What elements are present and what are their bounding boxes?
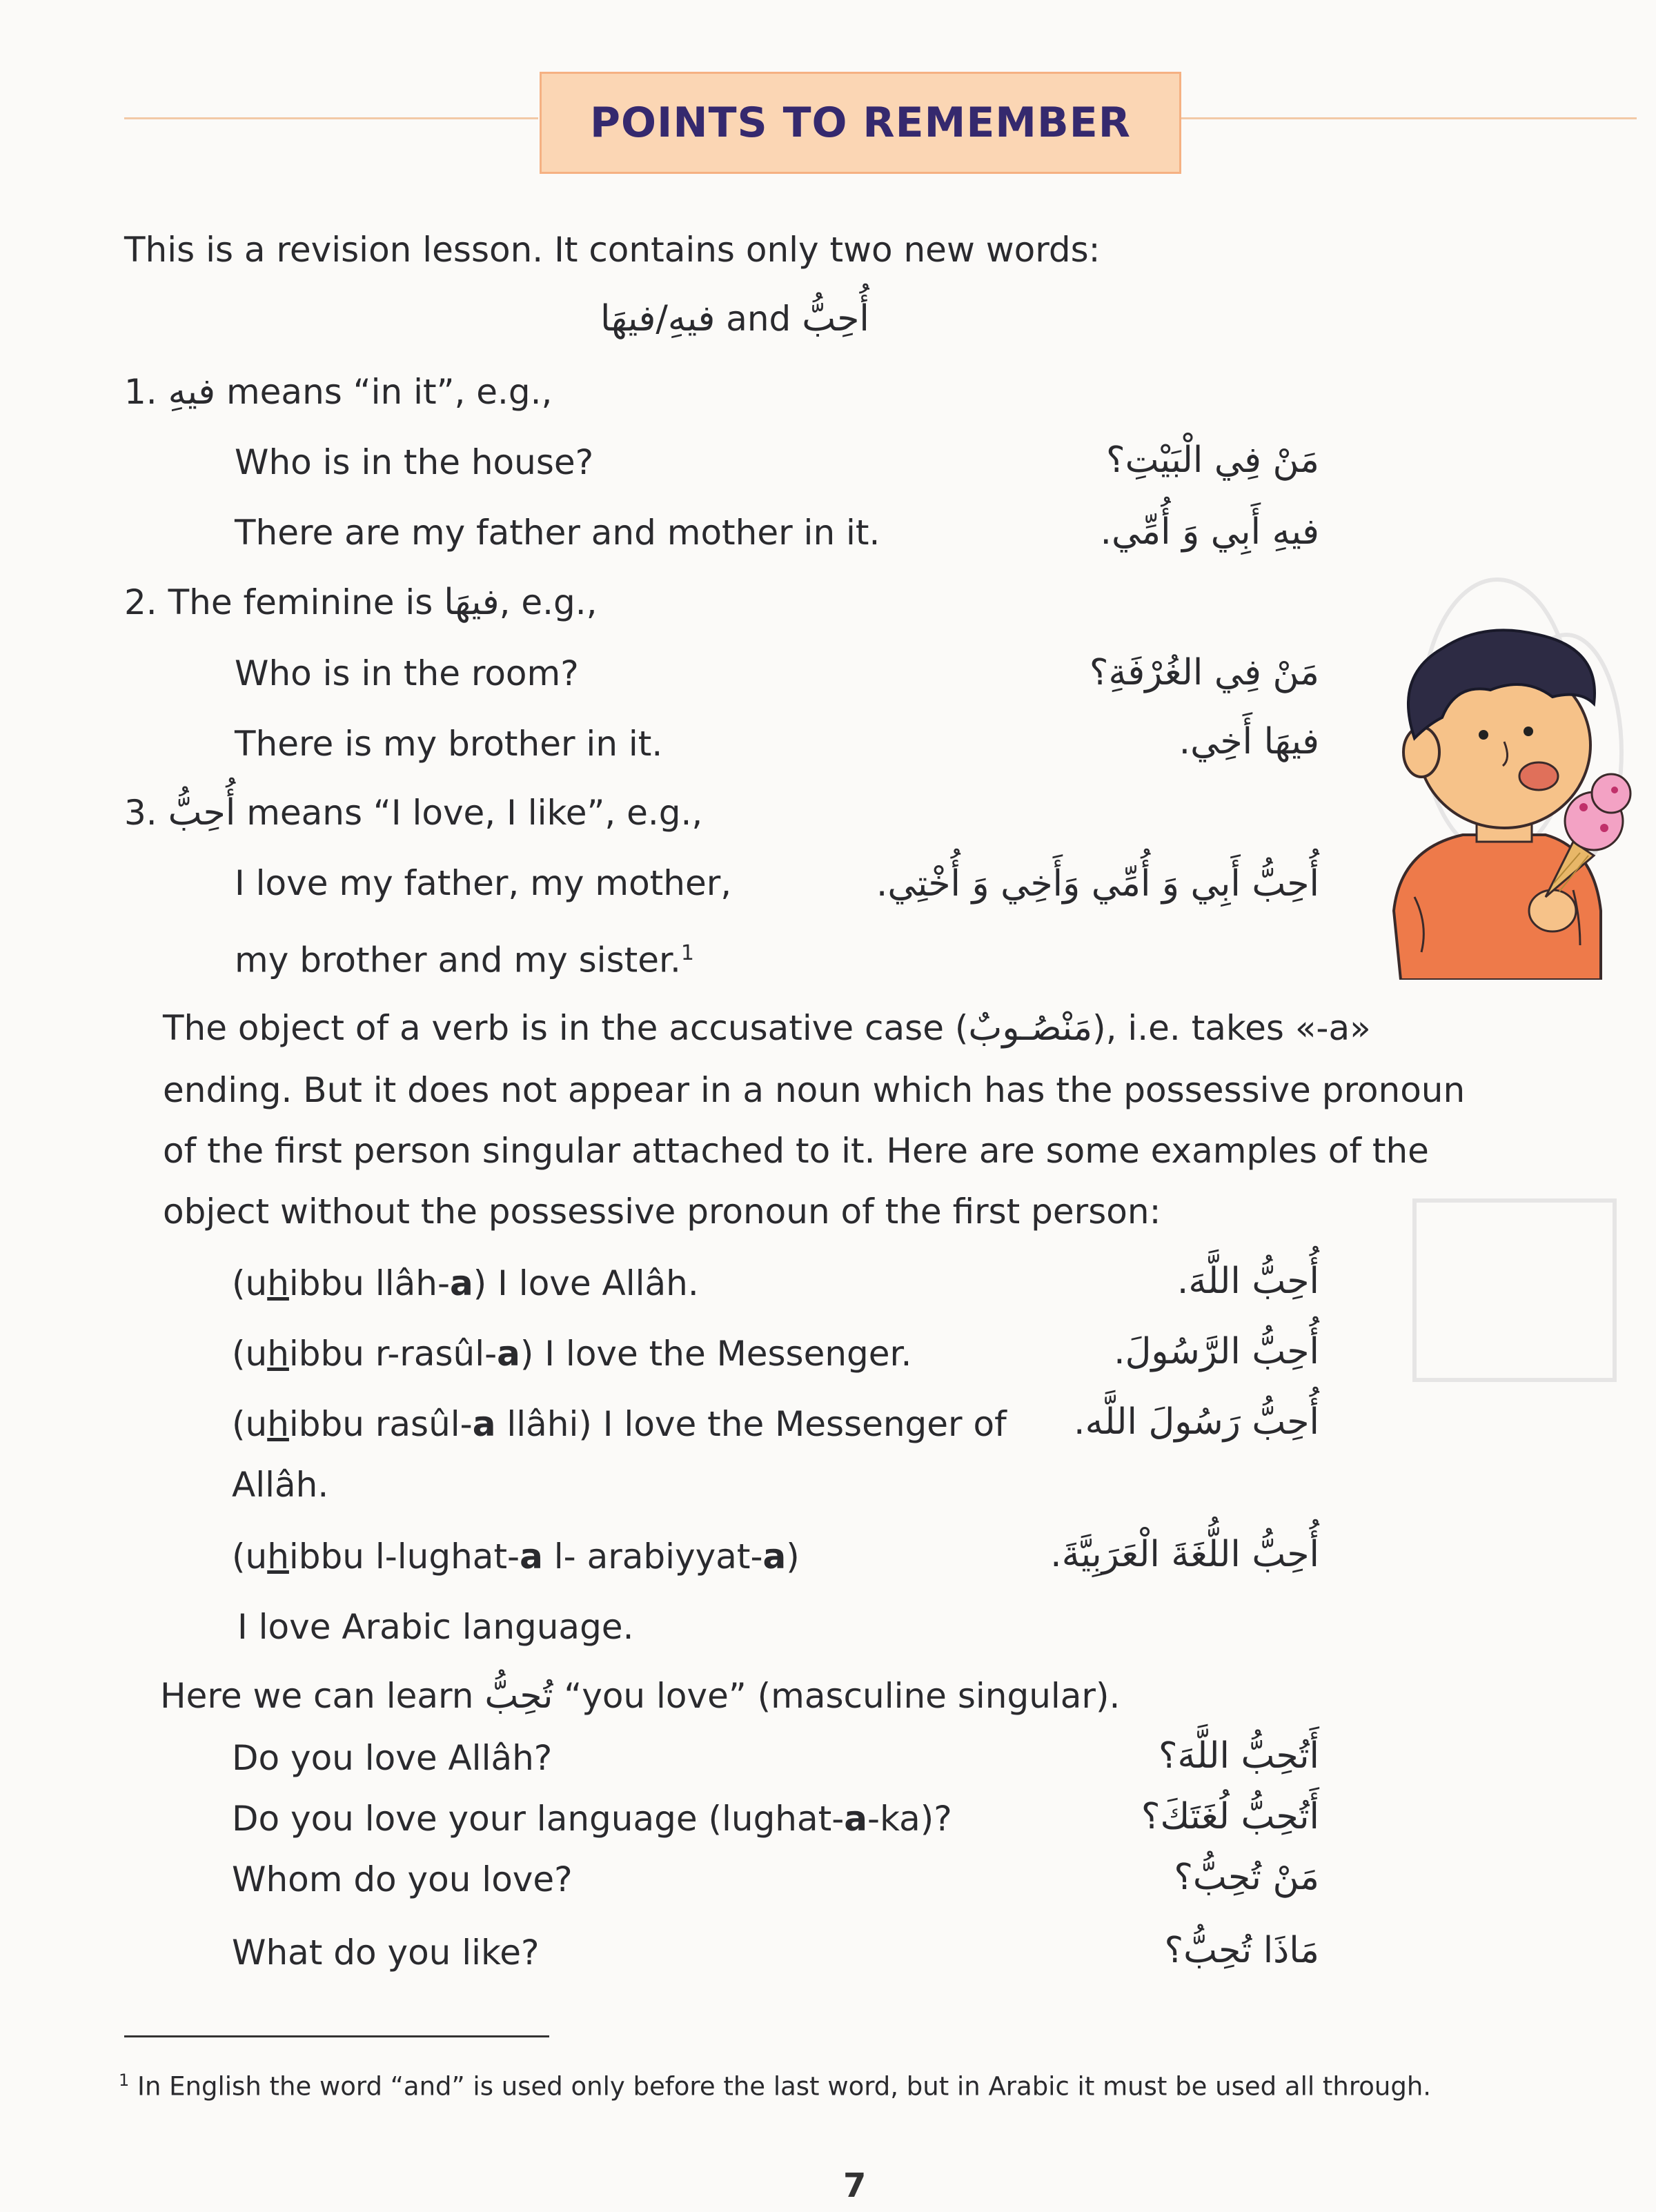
- page-title: POINTS TO REMEMBER: [590, 99, 1131, 147]
- point3-heading: [124, 792, 702, 833]
- footnote-text: In English the word “and” is used only before the last word, but in Arabic it must be used all through.: [137, 2071, 1432, 2102]
- header-rule-right: [1181, 117, 1637, 119]
- header-rule-left: [124, 117, 538, 119]
- question3-ar: مَنْ تُحِبُّ؟: [1174, 1857, 1319, 1898]
- point3-example-ar: أُحِبُّ أَبِي وَ أُمِّي وَأَخِي وَ أُخْتِي.: [876, 863, 1319, 905]
- object-para-line4: object without the possessive pronoun of the first person:: [163, 1192, 1161, 1232]
- object-para-line1: The object of a verb is in the accusative case (مَنْصُـوبٌ), i.e. takes «-a»: [163, 1007, 1371, 1049]
- word-fihi-fiha: فيهِ/فيهَا: [600, 298, 716, 339]
- footnote-number: 1: [119, 2071, 130, 2090]
- question1-en: Do you love Allâh?: [232, 1738, 553, 1778]
- point2-example1-ar: مَنْ فِي الغُرْفَةِ؟: [1089, 652, 1319, 693]
- header-banner: [540, 72, 1181, 174]
- footnote: [119, 2064, 1431, 2102]
- example4-en-cont: I love Arabic language.: [237, 1607, 634, 1647]
- object-para-line2: ending. But it does not appear in a noun which has the possessive pronoun: [163, 1070, 1466, 1110]
- example3-en-cont: Allâh.: [232, 1465, 329, 1505]
- point3-example-en: I love my father, my mother,: [235, 863, 732, 903]
- word-uhibbu: أُحِبُّ: [802, 298, 869, 339]
- point3-word: أُحِبُّ: [168, 792, 236, 833]
- question4-en: What do you like?: [232, 1933, 540, 1973]
- point2-example2-en: There is my brother in it.: [235, 724, 663, 764]
- word-tuhibbu: تُحِبُّ: [484, 1675, 553, 1717]
- example3-en: (uhibbu rasûl-a llâhi) I love the Messenger of: [232, 1404, 1007, 1444]
- point1-heading: [124, 371, 552, 413]
- point2-example2-ar: فيهَا أَخِي.: [1179, 721, 1319, 762]
- point1-word: فيهِ: [168, 371, 216, 413]
- point1-number: 1.: [124, 372, 157, 412]
- word-mansub: مَنْصُـوبٌ: [968, 1007, 1093, 1049]
- point2-heading: [124, 582, 598, 623]
- point2-example1-en: Who is in the room?: [235, 653, 579, 693]
- question4-ar: مَاذَا تُحِبُّ؟: [1164, 1930, 1319, 1971]
- question1-ar: أَتُحِبُّ اللَّهَ؟: [1158, 1735, 1319, 1777]
- page-number: 7: [843, 2166, 867, 2205]
- example2-ar: أُحِبُّ الرَّسُولَ.: [1114, 1331, 1319, 1372]
- point1-example1-ar: مَنْ فِي الْبَيْتِ؟: [1105, 440, 1319, 481]
- example2-en: (uhibbu r-rasûl-a) I love the Messenger.: [232, 1334, 912, 1374]
- point1-text: means “in it”, e.g.,: [226, 372, 553, 412]
- point1-example2-ar: فيهِ أَبِي وَ أُمِّي.: [1100, 511, 1319, 553]
- point3-example-en-cont: my brother and my sister.$^1$: [235, 940, 694, 980]
- question2-ar: أَتُحِبُّ لُغَتَكَ؟: [1141, 1796, 1319, 1837]
- object-para-line3: of the first person singular attached to it. Here are some examples of the: [163, 1131, 1429, 1171]
- point2-suffix: , e.g.,: [499, 582, 598, 622]
- point3-text: means “I love, I like”, e.g.,: [246, 793, 703, 833]
- intro-and: and: [726, 299, 791, 339]
- question3-en: Whom do you love?: [232, 1859, 573, 1899]
- tuhibbu-intro: Here we can learn تُحِبُّ “you love” (masculine singular).: [160, 1675, 1121, 1717]
- example1-en: (uhibbu llâh-a) I love Allâh.: [232, 1263, 699, 1303]
- example4-ar: أُحِبُّ اللُّغَةَ الْعَرَبِيَّةَ.: [1050, 1534, 1319, 1575]
- footnote-rule: [124, 2035, 549, 2037]
- footnote-marker: 1: [680, 941, 694, 965]
- point2-prefix: 2. The feminine is: [124, 582, 433, 622]
- boy-eating-ice-cream-illustration: [1373, 621, 1635, 980]
- intro-line: This is a revision lesson. It contains only two new words:: [124, 230, 1101, 270]
- point1-example2-en: There are my father and mother in it.: [235, 513, 880, 553]
- point2-word: فيهَا: [444, 582, 500, 623]
- example3-ar: أُحِبُّ رَسُولَ اللَّه.: [1074, 1401, 1319, 1443]
- example4-en: (uhibbu l-lughat-a l- arabiyyat-a): [232, 1537, 800, 1577]
- point3-number: 3.: [124, 793, 157, 833]
- point1-example1-en: Who is in the house?: [235, 442, 594, 482]
- intro-words: [600, 298, 869, 339]
- question2-en: Do you love your language (lughat-a-ka)?: [232, 1799, 952, 1839]
- example1-ar: أُحِبُّ اللَّهَ.: [1176, 1261, 1319, 1302]
